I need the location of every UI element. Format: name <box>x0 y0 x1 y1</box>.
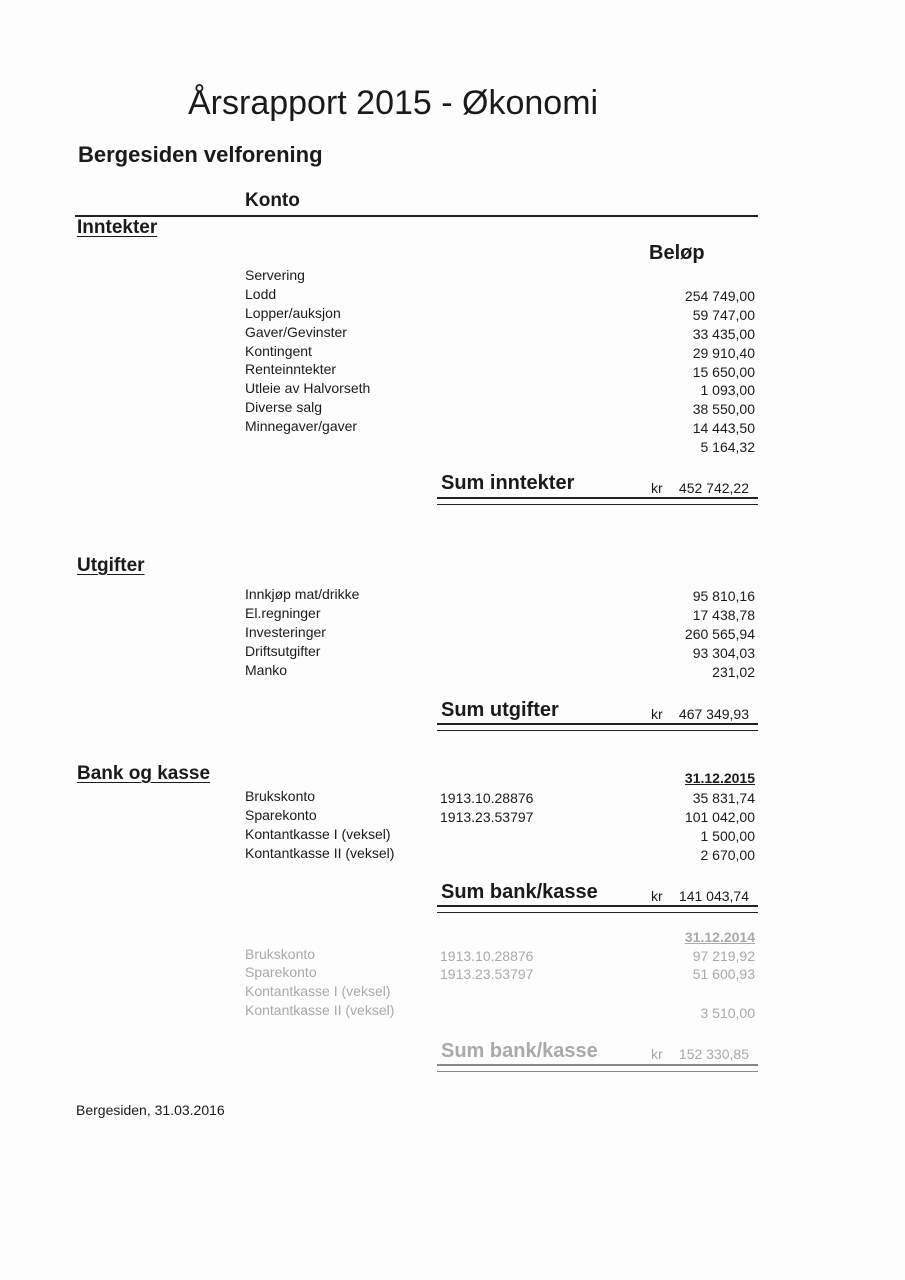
bank-row-account: 1913.23.53797 <box>440 809 534 825</box>
income-row-amount: 38 550,00 <box>692 401 755 417</box>
bank-sum-rule <box>437 905 758 913</box>
income-sum-currency: kr <box>651 480 663 496</box>
expense-row-label: Investeringer <box>245 624 326 640</box>
bank-previous-sum-rule <box>437 1064 758 1072</box>
header-rule <box>75 215 758 217</box>
bank-row-label: Sparekonto <box>245 807 317 823</box>
income-row-amount: 29 910,40 <box>692 345 755 361</box>
bank-previous-row-account: 1913.23.53797 <box>440 966 534 982</box>
income-row-label: Utleie av Halvorseth <box>245 380 371 396</box>
expenses-sum-rule <box>437 723 758 731</box>
bank-row-amount: 2 670,00 <box>700 847 755 863</box>
column-header-konto: Konto <box>245 190 300 211</box>
bank-date-header: 31.12.2015 <box>684 770 755 786</box>
bank-previous-row-amount: 3 510,00 <box>700 1005 755 1021</box>
bank-previous-row-label: Sparekonto <box>245 964 317 980</box>
expenses-sum-currency: kr <box>651 706 663 722</box>
expense-row-amount: 260 565,94 <box>684 626 755 642</box>
expense-row-label: Innkjøp mat/drikke <box>245 586 360 602</box>
bank-sum-currency: kr <box>651 888 663 904</box>
bank-sum-value: 141 043,74 <box>678 888 749 904</box>
organization-name: Bergesiden velforening <box>78 142 323 167</box>
income-row-amount: 14 443,50 <box>692 420 755 436</box>
expense-row-label: Driftsutgifter <box>245 643 321 659</box>
income-row-label: Lopper/auksjon <box>245 305 341 321</box>
bank-previous-sum-label: Sum bank/kasse <box>441 1040 598 1062</box>
bank-previous-row-amount: 97 219,92 <box>692 948 755 964</box>
income-row-amount: 5 164,32 <box>700 439 755 455</box>
income-row-label: Kontingent <box>245 343 312 359</box>
income-row-amount: 15 650,00 <box>692 364 755 380</box>
bank-row-account: 1913.10.28876 <box>440 790 534 806</box>
expense-row-label: El.regninger <box>245 605 321 621</box>
income-row-label: Minnegaver/gaver <box>245 418 358 434</box>
section-heading-expenses: Utgifter <box>77 555 145 576</box>
income-row-amount: 59 747,00 <box>692 307 755 323</box>
bank-sum-label: Sum bank/kasse <box>441 881 598 903</box>
expense-row-amount: 95 810,16 <box>692 588 755 604</box>
page-title: Årsrapport 2015 - Økonomi <box>188 84 599 122</box>
income-sum-label: Sum inntekter <box>441 472 575 494</box>
section-heading-income: Inntekter <box>77 217 158 238</box>
expense-row-amount: 231,02 <box>712 664 755 680</box>
bank-previous-row-label: Brukskonto <box>245 946 316 962</box>
bank-row-amount: 101 042,00 <box>684 809 755 825</box>
bank-previous-row-label: Kontantkasse I (veksel) <box>245 983 391 999</box>
column-header-amount: Beløp <box>649 242 705 264</box>
income-row-label: Servering <box>245 267 305 283</box>
expenses-sum-label: Sum utgifter <box>441 699 559 721</box>
footer-place-date: Bergesiden, 31.03.2016 <box>76 1102 225 1118</box>
bank-row-label: Brukskonto <box>245 788 316 804</box>
bank-row-label: Kontantkasse II (veksel) <box>245 845 395 861</box>
income-row-label: Gaver/Gevinster <box>245 324 347 340</box>
expenses-sum-value: 467 349,93 <box>678 706 749 722</box>
income-sum-value: 452 742,22 <box>678 480 749 496</box>
income-row-label: Diverse salg <box>245 399 323 415</box>
bank-row-label: Kontantkasse I (veksel) <box>245 826 391 842</box>
bank-row-amount: 35 831,74 <box>692 790 755 806</box>
bank-previous-sum-value: 152 330,85 <box>678 1046 749 1062</box>
expense-row-label: Manko <box>245 662 288 678</box>
income-sum-rule <box>437 497 758 505</box>
bank-row-amount: 1 500,00 <box>700 828 755 844</box>
bank-previous-row-amount: 51 600,93 <box>692 966 755 982</box>
bank-previous-date-header: 31.12.2014 <box>684 929 755 945</box>
income-row-amount: 1 093,00 <box>700 382 755 398</box>
section-heading-bank: Bank og kasse <box>77 763 211 784</box>
bank-previous-row-account: 1913.10.28876 <box>440 948 534 964</box>
income-row-label: Lodd <box>245 286 277 302</box>
expense-row-amount: 93 304,03 <box>692 645 755 661</box>
income-row-amount: 254 749,00 <box>684 288 755 304</box>
expense-row-amount: 17 438,78 <box>692 607 755 623</box>
income-row-amount: 33 435,00 <box>692 326 755 342</box>
bank-previous-sum-currency: kr <box>651 1046 663 1062</box>
bank-previous-row-label: Kontantkasse II (veksel) <box>245 1002 395 1018</box>
income-row-label: Renteinntekter <box>245 361 337 377</box>
